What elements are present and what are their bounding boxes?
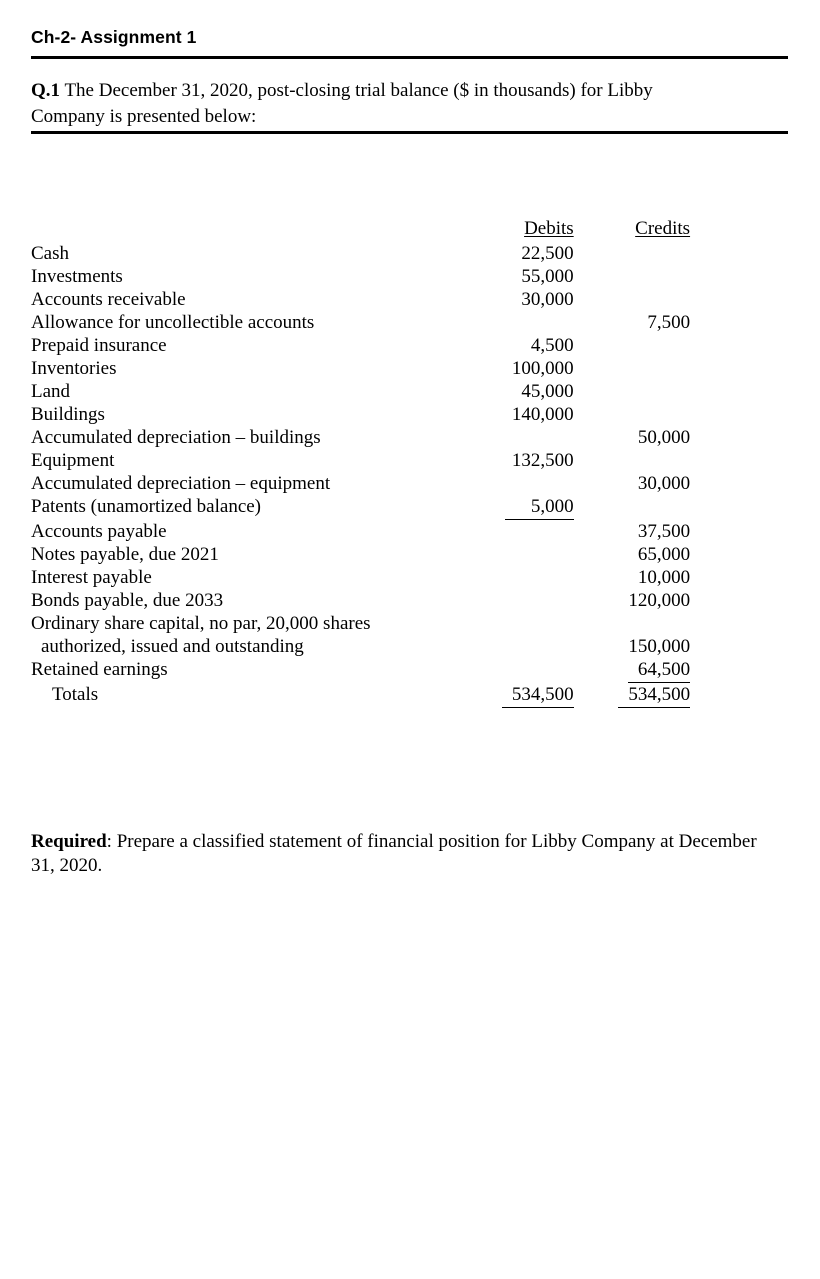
row-debit-value: 534,500: [502, 683, 574, 708]
row-credit-value: 64,500: [628, 658, 690, 683]
row-credit: 120,000: [628, 590, 691, 611]
row-label: Equipment: [31, 450, 115, 471]
row-spacer: [690, 334, 820, 357]
row-credit: 37,500: [637, 521, 691, 542]
row-debit: [457, 472, 573, 495]
row-spacer: [690, 543, 820, 566]
table-row: [0, 635, 820, 658]
table-row: [0, 495, 820, 520]
header-debits: [457, 216, 573, 242]
table-row: [0, 265, 820, 288]
header-debits-label: Debits: [524, 218, 574, 239]
row-debit: [457, 589, 573, 612]
table-row: [0, 426, 820, 449]
table-row: [0, 612, 820, 635]
row-credit: 150,000: [628, 636, 691, 657]
row-debit: 140,000: [511, 404, 574, 425]
row-credit: [574, 658, 690, 683]
row-label: Notes payable, due 2021: [31, 544, 219, 565]
row-credit: [574, 265, 690, 288]
row-credit: [574, 380, 690, 403]
row-debit: 22,500: [521, 243, 574, 264]
row-label: Retained earnings: [31, 659, 168, 680]
row-label: Accumulated depreciation – equipment: [31, 473, 331, 494]
row-label: Bonds payable, due 2033: [31, 590, 224, 611]
row-spacer: [690, 288, 820, 311]
row-debit: [457, 635, 573, 658]
table-row: [0, 357, 820, 380]
row-label: Totals: [52, 684, 99, 705]
row-credit: [574, 242, 690, 265]
row-debit-value: 5,000: [505, 495, 574, 520]
row-credit: [574, 357, 690, 380]
row-label: Accumulated depreciation – buildings: [31, 427, 321, 448]
row-label: Buildings: [31, 404, 105, 425]
row-spacer: [690, 589, 820, 612]
header-spacer: [690, 216, 820, 242]
table-header-row: [0, 216, 820, 242]
row-credit: [574, 683, 690, 708]
row-credit: 10,000: [637, 567, 691, 588]
row-label: Land: [31, 381, 71, 402]
row-debit: [457, 426, 573, 449]
row-credit: 65,000: [637, 544, 691, 565]
row-debit: [457, 495, 573, 520]
row-debit: 45,000: [521, 381, 574, 402]
row-spacer: [690, 449, 820, 472]
table-row: [0, 403, 820, 426]
row-spacer: [690, 311, 820, 334]
row-credit: 50,000: [637, 427, 691, 448]
row-credit: [574, 449, 690, 472]
page-title: Ch-2- Assignment 1: [31, 27, 197, 47]
row-spacer: [690, 658, 820, 683]
row-debit: [457, 520, 573, 543]
table-row: [0, 589, 820, 612]
row-debit: 55,000: [521, 266, 574, 287]
required-text: : Prepare a classified statement of financial position for Libby Company at December 31, 2020.: [31, 831, 757, 876]
row-debit: 100,000: [511, 358, 574, 379]
row-label: Investments: [31, 266, 123, 287]
table-row: [0, 242, 820, 265]
table-row: [0, 472, 820, 495]
row-debit: 132,500: [511, 450, 574, 471]
row-credit: 7,500: [647, 312, 691, 333]
row-label: Accounts payable: [31, 521, 167, 542]
row-credit: [574, 612, 690, 635]
header-account: [0, 216, 457, 242]
row-credit: [574, 334, 690, 357]
row-credit: [574, 495, 690, 520]
required-paragraph: [31, 830, 761, 878]
row-label: authorized, issued and outstanding: [41, 636, 304, 657]
row-label: Ordinary share capital, no par, 20,000 shares: [31, 613, 371, 634]
row-label: Cash: [31, 243, 69, 264]
table-row: [0, 520, 820, 543]
table-row: [0, 380, 820, 403]
row-debit: [457, 658, 573, 683]
row-label: Accounts receivable: [31, 289, 186, 310]
row-label: Interest payable: [31, 567, 152, 588]
table-row: [0, 543, 820, 566]
header-divider-bottom: [31, 131, 788, 134]
row-debit: [457, 566, 573, 589]
row-spacer: [690, 426, 820, 449]
row-debit: [457, 612, 573, 635]
row-spacer: [690, 403, 820, 426]
row-credit: [574, 288, 690, 311]
row-spacer: [690, 566, 820, 589]
row-spacer: [690, 520, 820, 543]
row-debit: [457, 543, 573, 566]
table-row: [0, 566, 820, 589]
row-debit: 30,000: [521, 289, 574, 310]
row-credit-value: 534,500: [618, 683, 690, 708]
header-credits: [574, 216, 690, 242]
question-text: The December 31, 2020, post-closing trial balance ($ in thousands) for Libby Company is presented below:: [31, 80, 653, 127]
row-credit: [574, 403, 690, 426]
table-row: [0, 288, 820, 311]
question-paragraph: [31, 78, 731, 130]
trial-balance-table: [0, 216, 820, 708]
row-spacer: [690, 612, 820, 635]
row-debit: 4,500: [530, 335, 574, 356]
table-row-totals: [0, 683, 820, 708]
table-row: [0, 334, 820, 357]
header-divider-top: [31, 56, 788, 59]
row-credit: 30,000: [637, 473, 691, 494]
row-spacer: [690, 380, 820, 403]
row-label: Inventories: [31, 358, 117, 379]
row-label: Allowance for uncollectible accounts: [31, 312, 315, 333]
row-label: Patents (unamortized balance): [31, 496, 262, 517]
table-row: [0, 311, 820, 334]
row-debit: [457, 683, 573, 708]
row-spacer: [690, 265, 820, 288]
row-spacer: [690, 242, 820, 265]
row-spacer: [690, 683, 820, 708]
row-spacer: [690, 635, 820, 658]
required-label: Required: [31, 831, 107, 852]
row-debit: [457, 311, 573, 334]
row-spacer: [690, 472, 820, 495]
row-spacer: [690, 357, 820, 380]
row-spacer: [690, 495, 820, 520]
table-row: [0, 449, 820, 472]
table-row: [0, 658, 820, 683]
header-credits-label: Credits: [635, 218, 691, 239]
row-label: Prepaid insurance: [31, 335, 167, 356]
question-label: Q.1: [31, 80, 61, 101]
